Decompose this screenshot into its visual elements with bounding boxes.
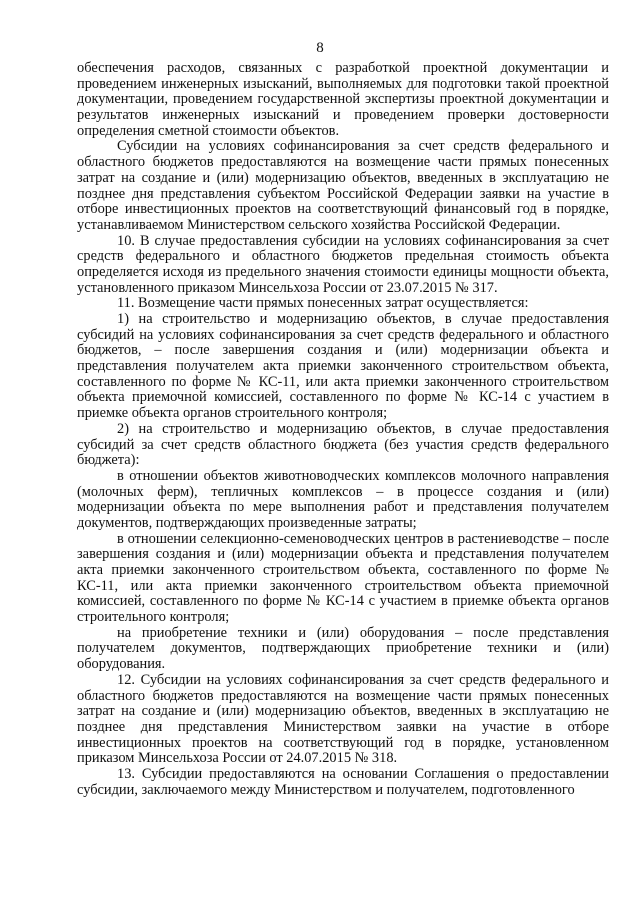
paragraph-clause-12: 12. Субсидии на условиях софинансирования за счет средств федерального и областного бюджетов предоставляются на возмещение части прямых понесенных затрат на создание и (или) модернизацию объектов, введенных в эксплуатацию не позднее дня представления Министерством заявки на участие в отборе инвестиционных проектов на соответствующий год в порядке, установленном приказом Минсельхоза России от 24.07.2015 № 318. — [77, 671, 609, 767]
paragraph-clause-13: 13. Субсидии предоставляются на основании Соглашения о предоставлении субсидии, заключаемого между Министерством и получателем, подготовленного — [77, 765, 609, 798]
paragraph-continuation: обеспечения расходов, связанных с разработкой проектной документации и проведением инженерных изысканий, выполняемых для подготовки такой проектной документации, проведением государственной экспертизы проектной документации и результатов инженерных изысканий и проведением проверки достоверности определения сметной стоимости объектов. — [77, 60, 609, 139]
document-body — [77, 61, 609, 798]
paragraph-breeding-centers: в отношении селекционно-семеноводческих центров в растениеводстве – после завершения создания и (или) модернизации объекта и представления получателем акта приемки законченного строительством объекта, составленного по форме № КС-11, или акта приемки законченного строительством объекта приемочной комиссией, составленного по форме № КС-14 с участием в приемке объекта органов строительного контроля; — [77, 530, 609, 626]
paragraph-equipment-purchase: на приобретение техники и (или) оборудования – после представления получателем документов, подтверждающих приобретение техники и (или) оборудования. — [77, 624, 609, 673]
paragraph-clause-11-item-2: 2) на строительство и модернизацию объектов, в случае предоставления субсидий за счет средств областного бюджета (без участия средств федерального бюджета): — [77, 420, 609, 469]
paragraph-livestock-complexes: в отношении объектов животноводческих комплексов молочного направления (молочных ферм), тепличных комплексов – в процессе создания и (или) модернизации объекта по мере выполнения работ и представления получателем документов, подтверждающих произведенные затраты; — [77, 467, 609, 531]
paragraph-clause-10: 10. В случае предоставления субсидии на условиях софинансирования за счет средств федерального и областного бюджетов предельная стоимость объекта определяется исходя из предельного значения стоимости единицы мощности объекта, установленного приказом Минсельхоза России от 23.07.2015 № 317. — [77, 232, 609, 296]
paragraph-subsidies-cofinancing: Субсидии на условиях софинансирования за счет средств федерального и областного бюджетов предоставляются на возмещение части прямых понесенных затрат на создание и (или) модернизацию объектов, введенных в эксплуатацию не позднее дня представления субъектом Российской Федерации заявки на участие в отборе инвестиционных проектов на соответствующий финансовый год в порядке, устанавливаемом Министерством сельского хозяйства Российской Федерации. — [77, 138, 609, 233]
page-number: 8 — [316, 40, 324, 56]
paragraph-clause-11: 11. Возмещение части прямых понесенных затрат осуществляется: — [117, 295, 529, 312]
paragraph-clause-11-item-1: 1) на строительство и модернизацию объектов, в случае предоставления субсидий на условиях софинансирования за счет средств федерального и областного бюджетов, – после завершения создания и (или) модернизации объекта и представления получателем акта приемки законченного строительством объекта, составленного по форме № КС-11, или акта приемки законченного строительством объекта приемочной комиссией, составленного по форме № КС-14 с участием в приемке объекта органов строительного контроля; — [77, 311, 609, 422]
